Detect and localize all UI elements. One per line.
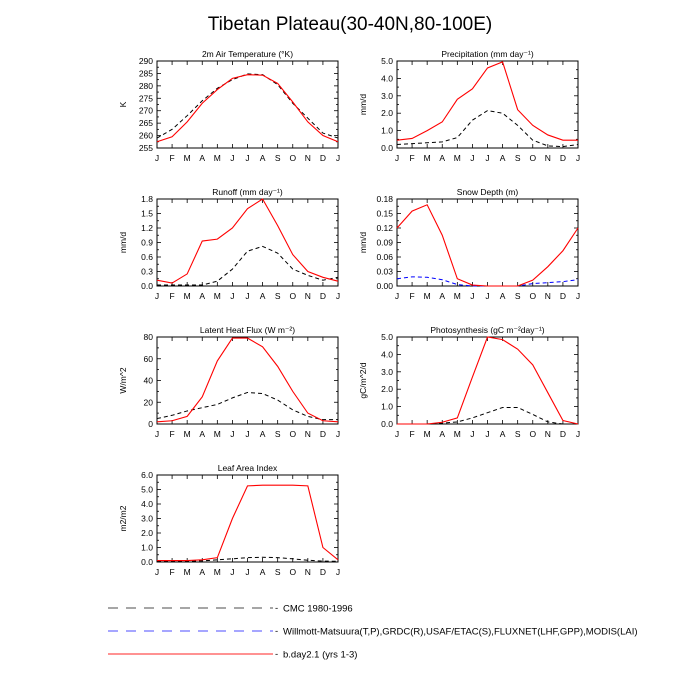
y-tick-label: 60 (143, 353, 153, 364)
x-tick-label: M (453, 153, 461, 163)
y-axis-label: mm/d (118, 231, 128, 254)
x-tick-label: M (423, 429, 431, 439)
y-tick-label: 0.9 (141, 237, 153, 248)
chart-panel-1 (118, 49, 340, 163)
x-tick-label: D (319, 567, 326, 577)
x-tick-label: F (169, 153, 175, 163)
x-tick-label: F (169, 291, 175, 301)
y-tick-label: 80 (143, 332, 153, 342)
chart-panel-7 (118, 463, 340, 577)
x-tick-label: A (439, 153, 446, 163)
x-tick-label: J (575, 291, 581, 301)
y-tick-label: 255 (138, 143, 153, 153)
x-tick-label: A (259, 429, 266, 439)
x-tick-label: O (529, 153, 537, 163)
plot-frame (397, 199, 578, 286)
y-tick-label: 1.2 (141, 223, 153, 233)
x-tick-label: N (304, 429, 311, 439)
legend (108, 603, 638, 661)
x-tick-label: J (245, 429, 250, 439)
x-tick-label: F (409, 429, 415, 439)
legend-separator: - (275, 649, 279, 660)
y-axis-label: W/m^2 (118, 367, 128, 394)
panel-title: Runoff (mm day⁻¹) (212, 187, 283, 197)
x-tick-label: N (304, 567, 311, 577)
x-tick-label: J (154, 153, 160, 163)
y-tick-label: 265 (138, 118, 153, 129)
plot-frame (397, 61, 578, 148)
x-tick-label: D (559, 153, 566, 163)
x-tick-label: A (499, 429, 506, 439)
x-tick-label: F (169, 429, 175, 439)
x-tick-label: S (514, 153, 521, 163)
x-tick-label: J (245, 291, 250, 301)
x-tick-label: J (335, 153, 341, 163)
legend-separator: - (275, 603, 279, 614)
chart-panel-4 (358, 187, 580, 301)
y-tick-label: 40 (143, 375, 153, 386)
x-tick-label: D (319, 429, 326, 439)
y-tick-label: 3.0 (381, 90, 393, 101)
y-tick-label: 5.0 (141, 484, 153, 495)
y-tick-label: 4.0 (381, 73, 393, 84)
plot-frame (397, 337, 578, 424)
x-tick-label: N (544, 153, 551, 163)
x-tick-label: A (259, 291, 266, 301)
y-tick-label: 0.12 (376, 223, 393, 233)
y-axis-label: mm/d (358, 93, 368, 116)
panel-title: Precipitation (mm day⁻¹) (441, 49, 534, 59)
y-tick-label: 2.0 (141, 528, 153, 538)
y-tick-label: 0.6 (141, 252, 153, 262)
panel-title: Leaf Area Index (217, 463, 278, 473)
x-tick-label: O (529, 429, 537, 439)
x-tick-label: M (453, 291, 461, 301)
x-tick-label: M (213, 567, 221, 577)
x-tick-label: A (259, 567, 266, 577)
chart-panel-3 (118, 187, 340, 301)
x-tick-label: J (245, 567, 250, 577)
series-line-1 (157, 74, 338, 138)
y-tick-label: 290 (138, 56, 153, 66)
x-tick-label: J (470, 429, 475, 439)
x-tick-label: A (259, 153, 266, 163)
y-tick-label: 0 (148, 419, 153, 429)
x-tick-label: O (289, 291, 297, 301)
x-tick-label: F (409, 153, 415, 163)
x-tick-label: M (183, 153, 191, 163)
y-tick-label: 5.0 (381, 56, 393, 66)
y-tick-label: 1.8 (141, 194, 153, 204)
x-tick-label: M (213, 429, 221, 439)
y-tick-label: 0.0 (381, 419, 393, 429)
y-tick-label: 5.0 (381, 332, 393, 342)
series-line-2 (157, 338, 338, 422)
panel-title: 2m Air Temperature (°K) (201, 49, 294, 59)
x-tick-label: J (230, 567, 235, 577)
y-axis-label: K (118, 101, 128, 108)
y-tick-label: 0.00 (376, 281, 393, 291)
y-tick-label: 260 (138, 130, 153, 141)
x-tick-label: N (544, 291, 551, 301)
x-tick-label: J (335, 291, 341, 301)
y-tick-label: 0.18 (376, 194, 393, 204)
x-tick-label: S (274, 429, 281, 439)
x-tick-label: J (485, 429, 490, 439)
x-tick-label: A (199, 153, 206, 163)
chart-panel-2 (358, 49, 580, 163)
panels (118, 49, 580, 577)
x-tick-label: J (230, 153, 235, 163)
y-tick-label: 6.0 (141, 470, 153, 480)
x-tick-label: D (319, 291, 326, 301)
x-tick-label: N (304, 153, 311, 163)
y-tick-label: 1.0 (381, 401, 393, 412)
figure-title: Tibetan Plateau(30-40N,80-100E) (207, 14, 493, 35)
series-line-2 (157, 485, 338, 560)
legend-separator: - (275, 626, 279, 637)
x-tick-label: J (470, 291, 475, 301)
x-tick-label: J (394, 429, 400, 439)
x-tick-label: J (245, 153, 250, 163)
x-tick-label: N (304, 291, 311, 301)
y-tick-label: 280 (138, 80, 153, 91)
x-tick-label: F (169, 567, 175, 577)
x-tick-label: O (289, 567, 297, 577)
y-tick-label: 1.5 (141, 208, 153, 219)
x-tick-label: S (514, 429, 521, 439)
x-tick-label: M (423, 153, 431, 163)
x-tick-label: J (154, 291, 160, 301)
series-line-2 (397, 205, 578, 286)
y-tick-label: 0.0 (381, 143, 393, 153)
x-tick-label: J (485, 153, 490, 163)
x-tick-label: J (575, 429, 581, 439)
x-tick-label: S (514, 291, 521, 301)
x-tick-label: M (183, 429, 191, 439)
legend-label-2: Willmott-Matsuura(T,P),GRDC(R),USAF/ETAC(S),FLUXNET(LHF,GPP),MODIS(LAI) (283, 626, 638, 638)
series-line-2 (397, 62, 578, 140)
legend-label-3: b.day2.1 (yrs 1-3) (283, 649, 358, 661)
y-tick-label: 285 (138, 68, 153, 79)
y-tick-label: 1.0 (141, 542, 153, 553)
x-tick-label: N (544, 429, 551, 439)
x-tick-label: O (289, 429, 297, 439)
x-tick-label: A (439, 291, 446, 301)
series-line-1 (397, 111, 578, 147)
x-tick-label: O (289, 153, 297, 163)
y-tick-label: 275 (138, 93, 153, 104)
series-line-2 (157, 75, 338, 142)
y-tick-label: 4.0 (141, 499, 153, 509)
x-tick-label: A (199, 291, 206, 301)
x-tick-label: M (183, 567, 191, 577)
x-tick-label: O (529, 291, 537, 301)
x-tick-label: A (199, 567, 206, 577)
x-tick-label: A (499, 153, 506, 163)
x-tick-label: J (394, 153, 400, 163)
y-tick-label: 0.03 (376, 266, 393, 277)
x-tick-label: J (230, 429, 235, 439)
plot-frame (157, 475, 338, 562)
x-tick-label: J (394, 291, 400, 301)
y-tick-label: 0.3 (141, 266, 153, 277)
x-tick-label: J (154, 567, 160, 577)
x-tick-label: J (470, 153, 475, 163)
chart-panel-5 (118, 325, 340, 439)
y-tick-label: 4.0 (381, 349, 393, 360)
x-tick-label: S (274, 153, 281, 163)
x-tick-label: J (485, 291, 490, 301)
x-tick-label: J (230, 291, 235, 301)
panel-title: Photosynthesis (gC m⁻²day⁻¹) (430, 325, 545, 335)
x-tick-label: M (423, 291, 431, 301)
y-tick-label: 0.0 (141, 281, 153, 291)
x-tick-label: A (499, 291, 506, 301)
y-tick-label: 0.15 (376, 208, 393, 219)
x-tick-label: M (453, 429, 461, 439)
x-tick-label: D (559, 291, 566, 301)
legend-label-1: CMC 1980-1996 (283, 603, 353, 615)
panel-title: Latent Heat Flux (W m⁻²) (199, 325, 296, 335)
y-axis-label: mm/d (358, 231, 368, 254)
x-tick-label: J (575, 153, 581, 163)
x-tick-label: D (559, 429, 566, 439)
x-tick-label: A (199, 429, 206, 439)
y-tick-label: 3.0 (141, 513, 153, 524)
y-tick-label: 0.09 (376, 237, 393, 248)
y-axis-label: m2/m2 (118, 505, 128, 532)
x-tick-label: A (439, 429, 446, 439)
panel-title: Snow Depth (m) (456, 187, 519, 197)
y-tick-label: 0.06 (376, 252, 393, 262)
series-line-2 (157, 199, 338, 283)
x-tick-label: S (274, 291, 281, 301)
y-tick-label: 2.0 (381, 384, 393, 395)
y-tick-label: 270 (138, 105, 153, 116)
x-tick-label: F (409, 291, 415, 301)
plot-frame (157, 337, 338, 424)
x-tick-label: J (335, 567, 341, 577)
series-line-1 (157, 246, 338, 285)
series-line-2 (397, 337, 578, 424)
chart-panel-6 (358, 325, 580, 439)
y-tick-label: 2.0 (381, 108, 393, 119)
x-tick-label: M (183, 291, 191, 301)
x-tick-label: J (335, 429, 341, 439)
x-tick-label: M (213, 153, 221, 163)
x-tick-label: D (319, 153, 326, 163)
y-tick-label: 1.0 (381, 125, 393, 136)
y-tick-label: 20 (143, 397, 153, 408)
y-tick-label: 0.0 (141, 557, 153, 567)
y-tick-label: 3.0 (381, 366, 393, 377)
x-tick-label: S (274, 567, 281, 577)
series-line-1 (157, 392, 338, 419)
x-tick-label: M (213, 291, 221, 301)
x-tick-label: J (154, 429, 160, 439)
y-axis-label: gC/m^2/d (358, 362, 368, 399)
